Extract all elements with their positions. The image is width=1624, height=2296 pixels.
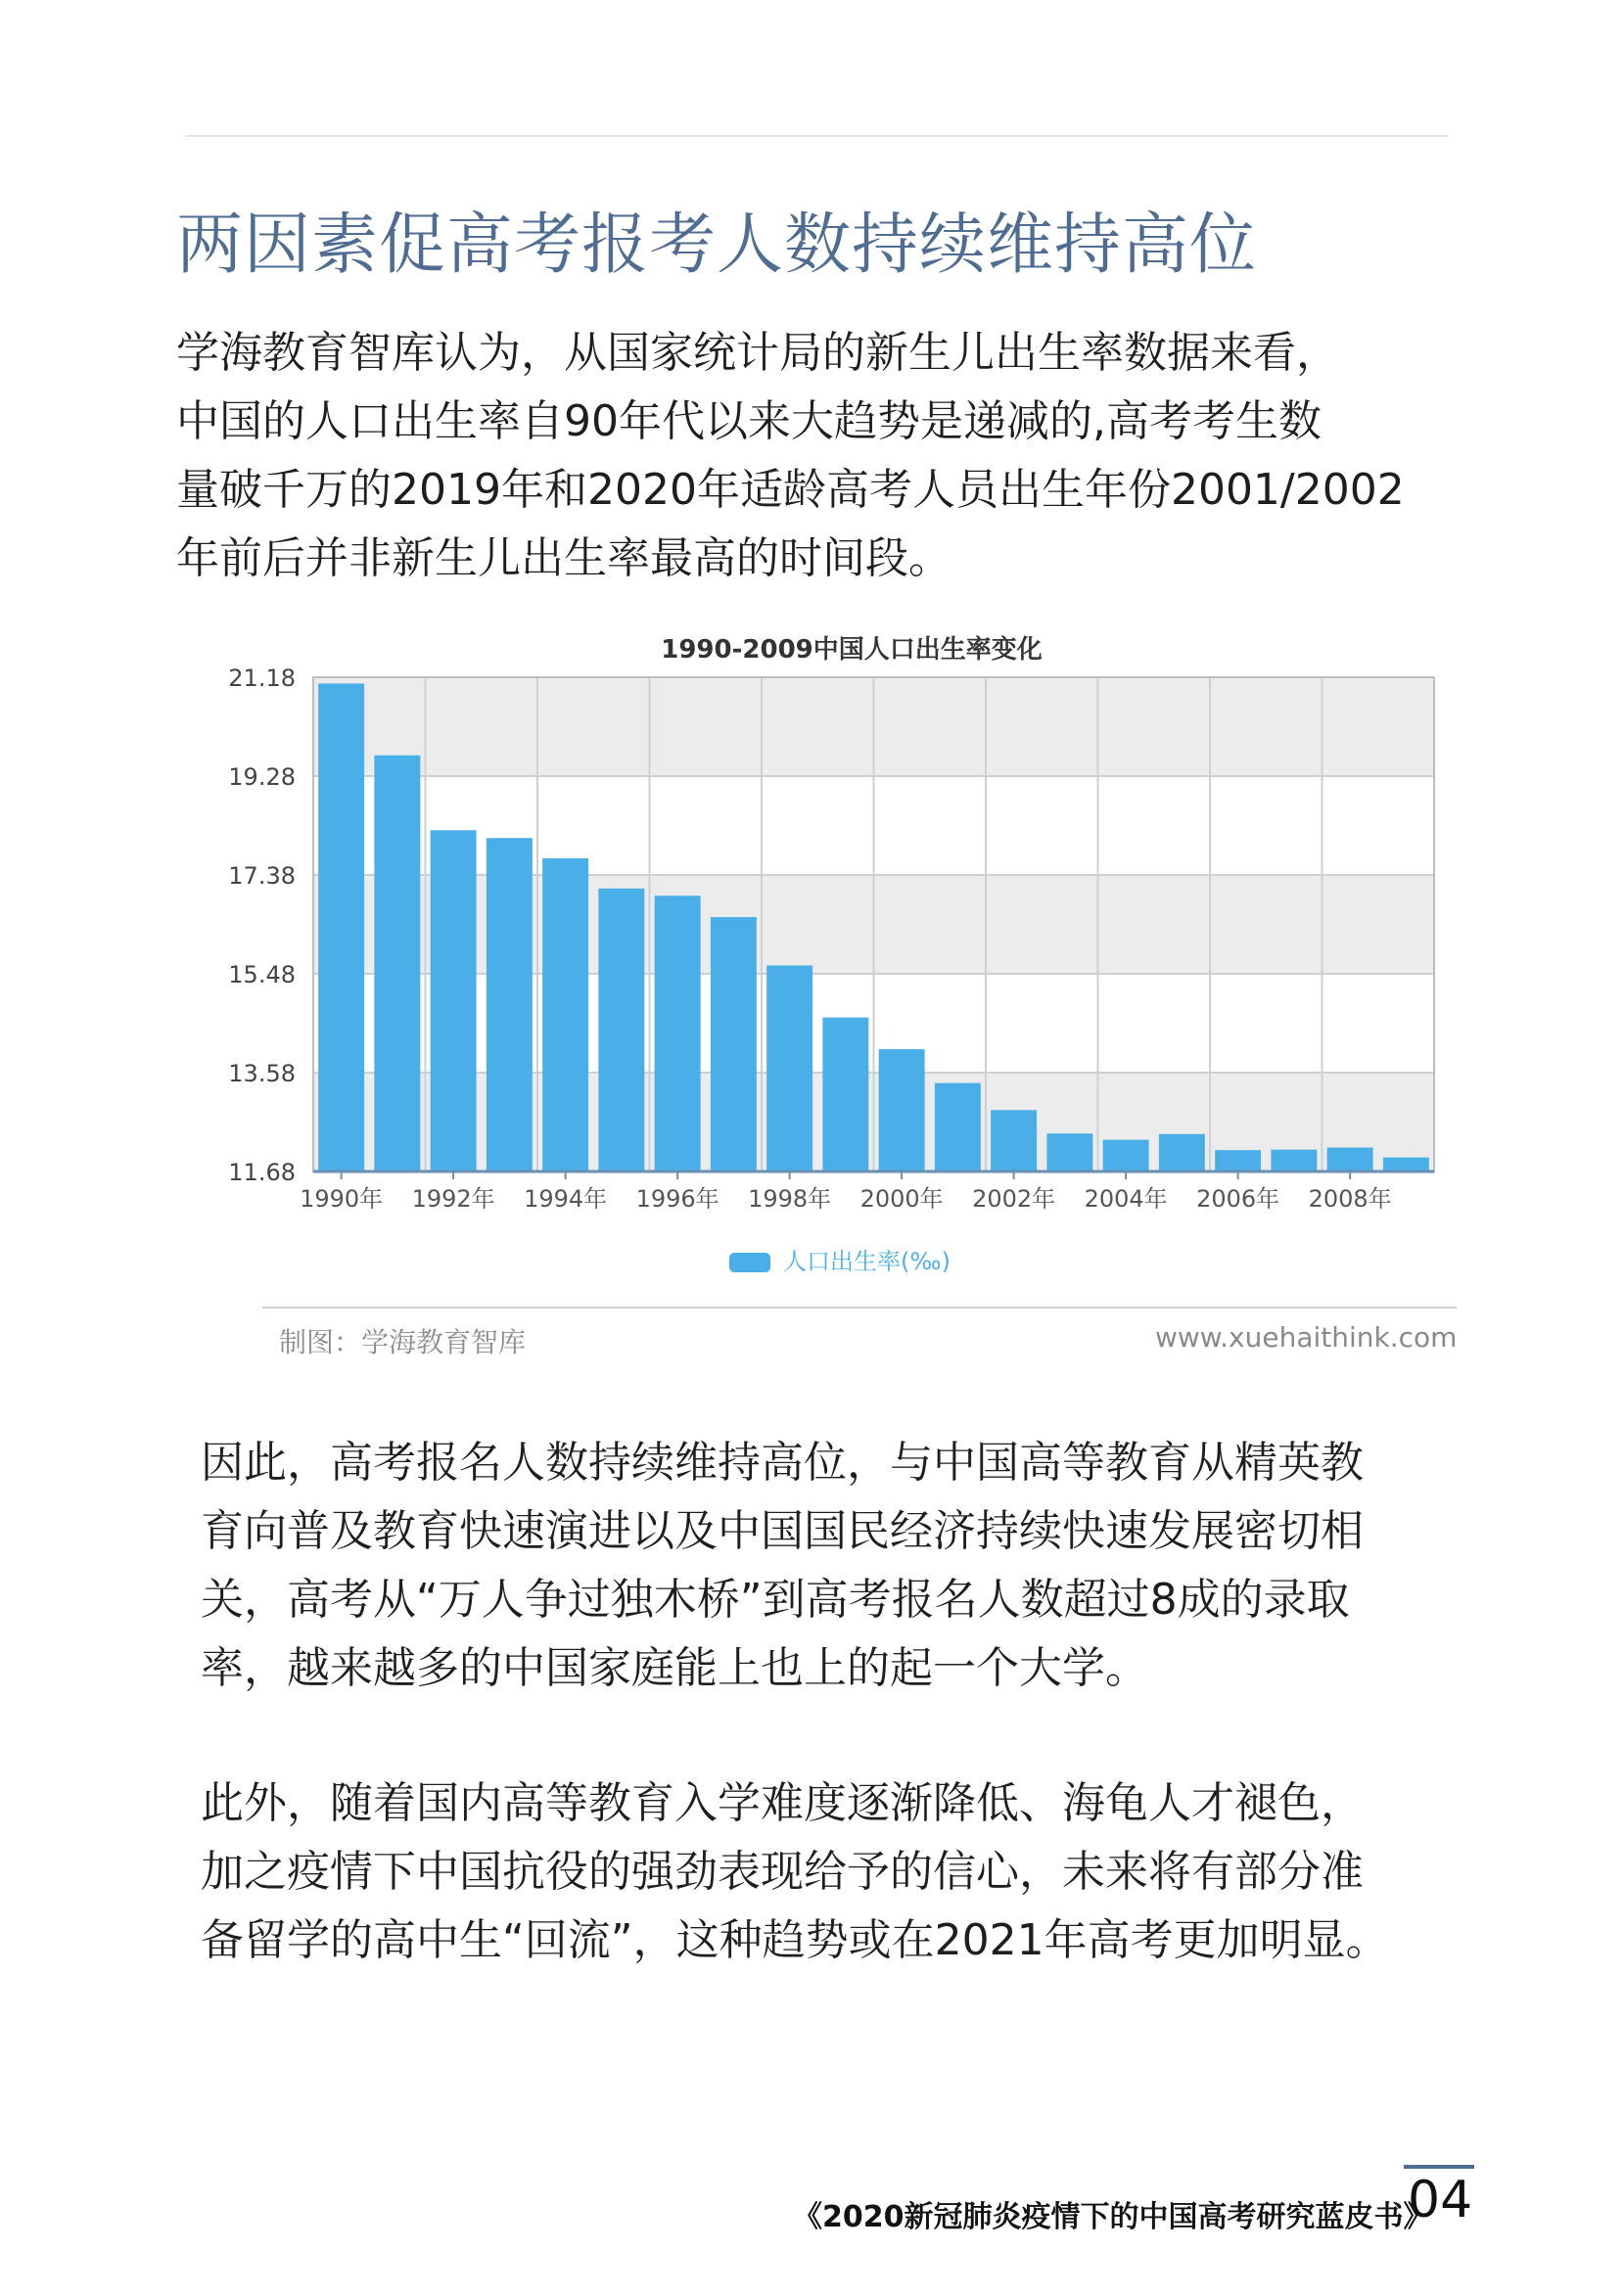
y-tick-label: 11.68 [228,1159,296,1186]
bar-1991年 [374,756,420,1171]
page-number-bar [1404,2165,1474,2169]
x-tick-label: 1992年 [411,1185,495,1213]
bar-1999年 [822,1018,868,1171]
chart-title: 1990-2009中国人口出生率变化 [661,635,1043,665]
bar-2002年 [991,1110,1037,1171]
paragraph-line: 中国的人口出生率自90年代以来大趋势是递减的,高考考生数 [176,396,1322,446]
bar-1995年 [598,889,644,1171]
page-title: 两因素促高考报考人数持续维持高位 [176,207,1258,284]
bar-1996年 [655,895,701,1171]
bar-2001年 [935,1083,981,1171]
x-tick-label: 2000年 [859,1185,944,1213]
bar-2004年 [1103,1140,1149,1171]
paragraph-line: 年前后并非新生儿出生率最高的时间段。 [176,533,951,583]
paragraph-line: 此外，随着国内高等教育入学难度逐渐降低、海龟人才褪色， [201,1778,1364,1828]
legend-label: 人口出生率(‰) [783,1248,951,1272]
y-tick-label: 13.58 [228,1060,296,1087]
top-divider [186,135,1449,137]
bar-2003年 [1046,1133,1092,1171]
bar-2007年 [1271,1150,1317,1171]
bar-1997年 [711,917,757,1171]
chart-credit: 制图：学海教育智库 [279,1326,527,1358]
paragraph-line: 育向普及教育快速演进以及中国国民经济持续快速发展密切相 [201,1506,1364,1556]
footer-book-title: 《2020新冠肺炎疫情下的中国高考研究蓝皮书》 [793,2200,1433,2234]
paragraph-2 [201,1429,1473,1703]
bar-1992年 [431,830,477,1171]
chart-legend [729,1248,951,1272]
page-number: 04 [1408,2171,1473,2229]
birth-rate-chart [196,626,1468,1272]
bar-2006年 [1215,1150,1261,1171]
credit-divider [262,1307,1457,1309]
paragraph-line: 率，越来越多的中国家庭能上也上的起一个大学。 [201,1643,1148,1693]
x-tick-label: 1990年 [300,1185,384,1213]
bar-1994年 [542,858,588,1171]
y-tick-label: 21.18 [228,665,296,692]
paragraph-1 [176,319,1459,593]
x-tick-label: 2002年 [972,1185,1056,1213]
x-tick-label: 1994年 [524,1185,608,1213]
y-tick-label: 19.28 [228,763,296,791]
x-tick-label: 1996年 [635,1185,719,1213]
bar-2000年 [879,1049,925,1171]
x-tick-label: 2008年 [1308,1185,1392,1213]
paragraph-line: 因此，高考报名人数持续维持高位，与中国高等教育从精英教 [201,1438,1364,1488]
bar-2009年 [1383,1158,1429,1171]
bar-2005年 [1159,1134,1205,1171]
bar-1993年 [487,838,533,1171]
paragraph-line: 量破千万的2019年和2020年适龄高考人员出生年份2001/2002 [176,465,1405,515]
website-url: www.xuehaithink.com [1155,1321,1458,1354]
y-tick-label: 15.48 [228,961,296,988]
x-axis-ticks [300,1171,1392,1213]
x-tick-label: 2004年 [1084,1185,1168,1213]
paragraph-3 [201,1769,1473,1975]
paragraph-line: 加之疫情下中国抗役的强劲表现给予的信心，未来将有部分准 [201,1847,1364,1897]
bar-2008年 [1327,1148,1373,1171]
bar-1990年 [318,683,364,1171]
paragraph-line: 关，高考从“万人争过独木桥”到高考报名人数超过8成的录取 [201,1575,1350,1625]
x-tick-label: 2006年 [1196,1185,1280,1213]
x-tick-label: 1998年 [748,1185,832,1213]
bar-1998年 [766,965,812,1171]
y-tick-label: 17.38 [228,862,296,890]
y-axis-ticks [228,665,296,1186]
paragraph-line: 备留学的高中生“回流”，这种趋势或在2021年高考更加明显。 [201,1915,1389,1965]
paragraph-line: 学海教育智库认为，从国家统计局的新生儿出生率数据来看， [176,328,1339,378]
legend-swatch [729,1253,770,1272]
chart-svg [196,626,1468,1272]
